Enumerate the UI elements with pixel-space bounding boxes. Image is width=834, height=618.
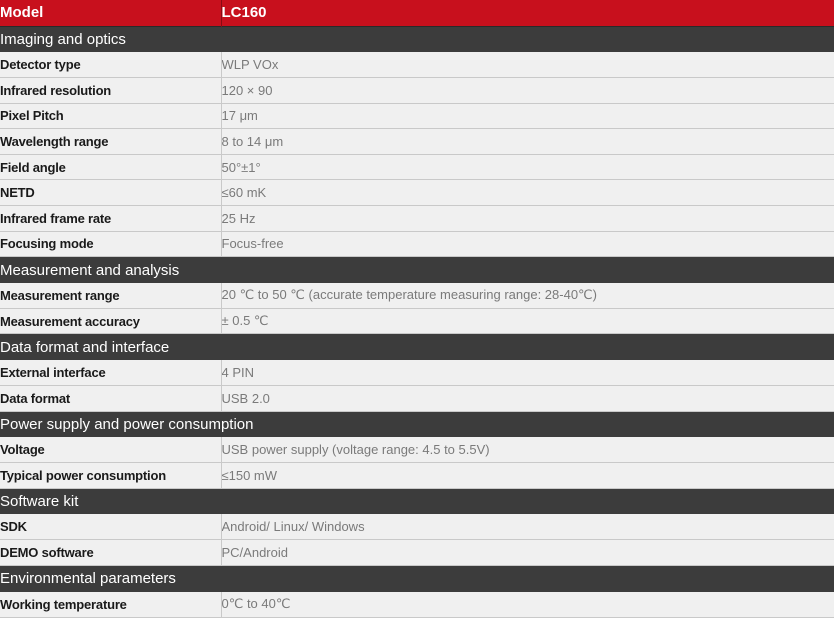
- spec-row: [0, 78, 834, 104]
- spec-value: 8 to 14 μm: [221, 129, 834, 155]
- model-value: LC160: [221, 0, 834, 26]
- section-title: Software kit: [0, 488, 834, 514]
- spec-row: [0, 308, 834, 334]
- spec-value: ≤150 mW: [221, 463, 834, 489]
- spec-label: Field angle: [0, 154, 221, 180]
- spec-row: [0, 154, 834, 180]
- spec-label: External interface: [0, 360, 221, 386]
- spec-value: PC/Android: [221, 540, 834, 566]
- spec-value: 25 Hz: [221, 206, 834, 232]
- spec-label: Typical power consumption: [0, 463, 221, 489]
- spec-label: Wavelength range: [0, 129, 221, 155]
- spec-row: [0, 386, 834, 412]
- section-header-row: [0, 488, 834, 514]
- model-label: Model: [0, 0, 221, 26]
- spec-row: [0, 180, 834, 206]
- spec-label: Measurement range: [0, 283, 221, 309]
- spec-row: [0, 360, 834, 386]
- spec-label: Voltage: [0, 437, 221, 463]
- section-header-row: [0, 334, 834, 360]
- section-header-row: [0, 26, 834, 52]
- spec-row: [0, 463, 834, 489]
- spec-label: Working temperature: [0, 592, 221, 618]
- spec-value: ≤60 mK: [221, 180, 834, 206]
- section-header-row: [0, 411, 834, 437]
- spec-value: 120 × 90: [221, 78, 834, 104]
- spec-label: Measurement accuracy: [0, 308, 221, 334]
- spec-value: Android/ Linux/ Windows: [221, 514, 834, 540]
- spec-value: 4 PIN: [221, 360, 834, 386]
- spec-label: Pixel Pitch: [0, 103, 221, 129]
- spec-label: Data format: [0, 386, 221, 412]
- spec-value: 50°±1°: [221, 154, 834, 180]
- section-header-row: [0, 257, 834, 283]
- section-title: Power supply and power consumption: [0, 411, 834, 437]
- spec-value: WLP VOx: [221, 52, 834, 78]
- spec-label: Infrared resolution: [0, 78, 221, 104]
- spec-label: Infrared frame rate: [0, 206, 221, 232]
- spec-label: Focusing mode: [0, 231, 221, 257]
- spec-value: 20 ℃ to 50 ℃ (accurate temperature measuring range: 28-40℃): [221, 283, 834, 309]
- spec-value: USB 2.0: [221, 386, 834, 412]
- section-title: Environmental parameters: [0, 566, 834, 592]
- spec-row: [0, 206, 834, 232]
- spec-label: Detector type: [0, 52, 221, 78]
- spec-row: [0, 437, 834, 463]
- spec-value: ± 0.5 ℃: [221, 308, 834, 334]
- section-title: Imaging and optics: [0, 26, 834, 52]
- spec-row: [0, 52, 834, 78]
- spec-row: [0, 592, 834, 618]
- spec-label: DEMO software: [0, 540, 221, 566]
- section-title: Measurement and analysis: [0, 257, 834, 283]
- model-header-row: [0, 0, 834, 26]
- spec-label: NETD: [0, 180, 221, 206]
- spec-row: [0, 231, 834, 257]
- spec-row: [0, 540, 834, 566]
- spec-value: USB power supply (voltage range: 4.5 to 5.5V): [221, 437, 834, 463]
- spec-value: Focus-free: [221, 231, 834, 257]
- spec-row: [0, 103, 834, 129]
- spec-row: [0, 283, 834, 309]
- spec-row: [0, 514, 834, 540]
- spec-value: 0℃ to 40℃: [221, 592, 834, 618]
- section-header-row: [0, 566, 834, 592]
- spec-label: SDK: [0, 514, 221, 540]
- spec-value: 17 μm: [221, 103, 834, 129]
- spec-row: [0, 129, 834, 155]
- section-title: Data format and interface: [0, 334, 834, 360]
